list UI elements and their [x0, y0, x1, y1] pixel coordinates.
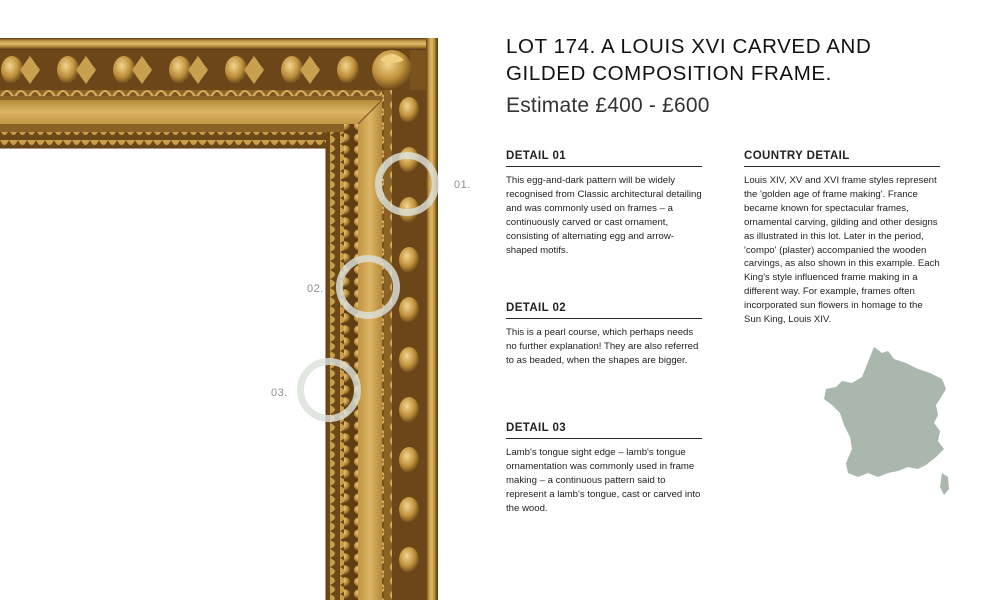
lot-title: LOT 174. A LOUIS XVI CARVED AND GILDED COMPOSITION FRAME. — [506, 35, 872, 85]
france-map-icon — [822, 345, 952, 497]
detail-03-heading: DETAIL 03 — [506, 422, 702, 439]
country-detail-section — [744, 150, 940, 327]
detail-03-section — [506, 422, 702, 516]
detail-01-text: This egg-and-dark pattern will be widely recognised from Classic architectural detailing and was commonly used on frames – a continuously carved or cast ornament, consisting of alternating egg and arrow-shaped motifs. — [506, 175, 702, 256]
callout-ring-01[interactable] — [375, 152, 439, 216]
detail-02-section — [506, 302, 702, 368]
callout-number-02: 02. — [307, 283, 324, 295]
detail-02-text: This is a pearl course, which perhaps needs no further explanation! They are also referred to as beaded, when the shapes are bigger. — [506, 327, 699, 366]
detail-01-heading: DETAIL 01 — [506, 150, 702, 167]
lot-estimate: Estimate £400 - £600 — [506, 94, 710, 117]
callout-number-01: 01. — [454, 179, 471, 191]
detail-03-text: Lamb's tongue sight edge – lamb's tongue ornamentation was commonly used in frame making – a continuous pattern said to represent a lamb's tongue, cast or carved into the wood. — [506, 447, 701, 514]
callout-ring-02[interactable] — [336, 255, 400, 319]
country-detail-text: Louis XIV, XV and XVI frame styles represent the 'golden age of frame making'. France became known for spectacular frames, ornamental carving, gilding and other designs as illustrated in this lot. Later in the period, 'compo' (plaster) accompanied the wooden carvings, as also shown in this example. Each King's style influenced frame making in a different way. For example, frames often incorporated sun flowers in homage to the Sun King, Louis XIV. — [744, 175, 940, 326]
frame-corner-image — [0, 0, 480, 600]
callout-number-03: 03. — [271, 387, 288, 399]
callout-ring-03[interactable] — [297, 358, 361, 422]
detail-01-section — [506, 150, 702, 257]
country-detail-heading: COUNTRY DETAIL — [744, 150, 940, 167]
detail-02-heading: DETAIL 02 — [506, 302, 702, 319]
